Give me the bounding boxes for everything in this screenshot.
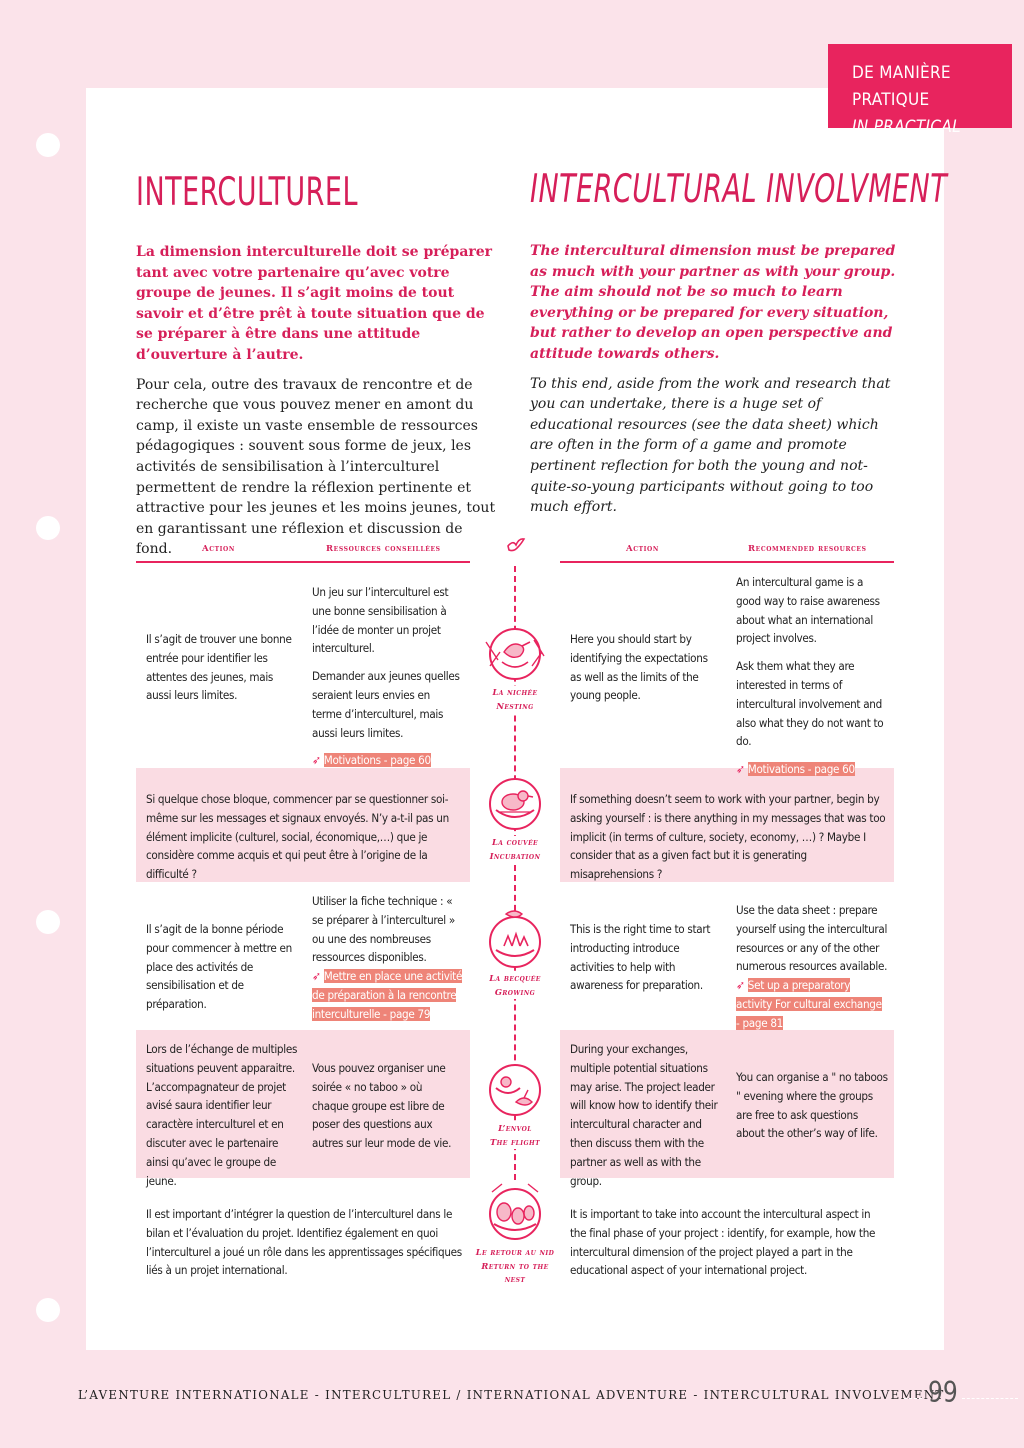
body-fr: Pour cela, outre des travaux de rencontre et de recherche que vous pouvez mener en amont du camp, il existe un vaste ensemble de ressources pédagogiques : souvent sous forme de jeux, les activités de sensibilisation à l’interculturel permettent de rendre la réflexion pertinente et attractive pour les jeunes et les moins jeunes, tout en garantissant une réflexion et discussion de fond.: [136, 376, 496, 558]
row3-resources-fr-text: [312, 892, 464, 1024]
stage-flight-fr: L’envol: [470, 1122, 560, 1136]
stage-nesting: [470, 622, 560, 713]
stage-incubation: [470, 772, 560, 863]
row3-action-en: [570, 920, 724, 995]
stage-nesting-en: Nesting: [470, 700, 560, 714]
row1-resource2-fr: Demander aux jeunes quelles seraient leurs envies en terme d’interculturel, mais aussi leurs limites.: [312, 669, 460, 740]
row3-resources-en-text: [736, 901, 888, 1033]
stage-nesting-fr: La nichée: [470, 686, 560, 700]
lead-fr: La dimension interculturelle doit se préparer tant avec votre partenaire qu’avec votre groupe de jeunes. Il s’agit moins de tout savoir et d’être prêt à toute situation que de se préparer à être dans une attitude d’ouverture à l’autre.: [136, 244, 493, 363]
row1-link-en[interactable]: Motivations - page 60: [747, 762, 855, 777]
row3-resources-fr: [312, 892, 464, 1024]
row1-link-fr-wrap[interactable]: [312, 751, 462, 770]
stage-growing-fr: La becquée: [470, 972, 560, 986]
bird-top-icon: [506, 536, 526, 554]
title-fr: INTERCULTUREL: [136, 170, 359, 216]
stage-growing-en: Growing: [470, 986, 560, 1000]
row3-action-fr-text: Il s’agit de la bonne période pour commencer à mettre en place des activités de sensibilisation et de préparation.: [146, 922, 292, 1012]
arrow-link-icon: ➶: [736, 978, 745, 993]
row1-resource1-fr: Un jeu sur l’interculturel est une bonne sensibilisation à l’idée de monter un projet interculturel.: [312, 585, 449, 656]
stage-return-en: Return to the nest: [470, 1260, 560, 1287]
stage-return: [470, 1180, 560, 1287]
row5-fr: [146, 1205, 464, 1280]
section-tag-en: IN PRACTICAL TERMS: [852, 117, 961, 164]
row1-action-en-text: Here you should start by identifying the expectations as well as the limits of the young people.: [570, 632, 708, 703]
row1-link-fr[interactable]: Motivations - page 60: [323, 753, 431, 768]
header-rule-en: [560, 561, 894, 563]
intro-fr: [136, 242, 502, 560]
stage-incubation-en: Incubation: [470, 850, 560, 864]
col-header-resources-fr: Ressources conseillées: [326, 544, 441, 554]
row3-resource-en: Use the data sheet : prepare yourself using the intercultural resources or any of the other numerous resources available.: [736, 903, 888, 974]
arrow-link-icon: ➶: [312, 753, 321, 768]
row5-en: [570, 1205, 886, 1280]
row1-action-fr-text: Il s’agit de trouver une bonne entrée pour identifier les attentes des jeunes, mais aussi leurs limites.: [146, 632, 292, 703]
binder-hole: [36, 133, 60, 157]
row3-action-en-text: This is the right time to start introducting introduce activities to help with awareness for preparation.: [570, 922, 711, 993]
feeding-chicks-icon: [482, 906, 548, 972]
row4-resource-en: You can organise a " no taboos " evening where the groups are free to ask questions about the other’s way of life.: [736, 1070, 888, 1141]
section-tag-fr: DE MANIÈRE PRATIQUE: [852, 63, 951, 110]
row4-resources-en: [736, 1068, 888, 1143]
row2-en: [570, 790, 888, 884]
row1-action-en: [570, 630, 720, 705]
row1-action-fr: [146, 630, 298, 705]
header-rule-fr: [136, 561, 470, 563]
row1-resources-fr: [312, 583, 462, 770]
arrow-link-icon: ➶: [312, 969, 321, 984]
row4-action-fr: [146, 1040, 302, 1190]
stage-return-fr: Le retour au nid: [470, 1246, 560, 1260]
page-number: 99: [928, 1376, 958, 1410]
row1-resources-en: [736, 573, 886, 779]
row1-link-en-wrap[interactable]: [736, 760, 886, 779]
intro-en: [530, 241, 902, 518]
row1-resource1-en: An intercultural game is a good way to raise awareness about what an international project involves.: [736, 575, 880, 646]
row2-fr-text: Si quelque chose bloque, commencer par se questionner soi-même sur les messages et signaux envoyés. N’y a-t-il pas un élément implicite (culturel, social, économique,…) que je considère comme acquis et qui peut être à l’origine de la difficulté ?: [146, 792, 449, 882]
arrow-link-icon: ➶: [736, 762, 745, 777]
footer-running-title: L’AVENTURE INTERNATIONALE - INTERCULTUREL / INTERNATIONAL ADVENTURE - INTERCULTURAL INVOLVEMENT: [78, 1388, 945, 1402]
stage-growing: [470, 906, 560, 999]
footer-dash-right: [962, 1398, 1018, 1399]
row3-action-fr: [146, 920, 296, 1014]
row3-resources-en: [736, 901, 888, 1033]
section-tag: [828, 44, 1012, 164]
chick-flying-icon: [482, 1058, 548, 1122]
stage-incubation-fr: La couvée: [470, 836, 560, 850]
row2-fr: [146, 790, 462, 884]
row4-action-en: [570, 1040, 724, 1190]
row4-resource-fr: Vous pouvez organiser une soirée « no taboo » où chaque groupe est libre de poser des questions aux autres sur leur mode de vie.: [312, 1061, 452, 1151]
stage-flight-en: The flight: [470, 1136, 560, 1150]
title-en: INTERCULTURAL INVOLVMENT: [530, 167, 948, 213]
row2-en-text: If something doesn’t seem to work with your partner, begin by asking yourself : is there anything in my messages that was too implicit (in terms of culture, society, economy, …) ? Maybe I consider that as a given fact but it is generating misaprehensions ?: [570, 792, 886, 882]
row5-en-text: It is important to take into account the intercultural aspect in the final phase of your project : identify, for example, how the intercultural dimension of the project played a part in the educational aspect of your international project.: [570, 1207, 876, 1278]
row3-resource-fr: Utiliser la fiche technique : « se préparer à l’interculturel » ou une des nombreuses ressources disponibles.: [312, 894, 455, 965]
row5-fr-text: Il est important d’intégrer la question de l’interculturel dans le bilan et l’évaluation du projet. Identifiez également en quoi l’interculturel a joué un rôle dans les apprentissages spécifiques liés à un projet international.: [146, 1207, 462, 1278]
bird-on-nest-icon: [482, 772, 548, 836]
col-header-action-en: Action: [626, 544, 659, 554]
body-en: To this end, aside from the work and research that you can undertake, there is a huge set of educational resources (see the data sheet) which are often in the form of a game and promote pertinent reflection for both the young and not-quite-so-young participants without going to too much effort.: [530, 375, 891, 516]
col-header-resources-en: Recommended resources: [748, 544, 867, 554]
col-header-action-fr: Action: [202, 544, 235, 554]
stage-flight: [470, 1058, 560, 1149]
binder-hole: [36, 1298, 60, 1322]
binder-hole: [36, 516, 60, 540]
bird-building-nest-icon: [482, 622, 548, 686]
row3-link-en[interactable]: Set up a preparatory activity For cultural exchange - page 81: [736, 978, 882, 1030]
row4-action-en-text: During your exchanges, multiple potential situations may arise. The project leader will know how to identify their intercultural character and then discuss them with the partner as well as with the group.: [570, 1042, 718, 1188]
row3-link-fr[interactable]: Mettre en place une activité de préparation à la rencontre interculturelle - page 79: [312, 969, 463, 1021]
binder-hole: [36, 910, 60, 934]
lead-en: The intercultural dimension must be prepared as much with your partner as with your group. The aim should not be so much to learn everything or be prepared for every situation, but rather to develop an open perspective and attitude towards others.: [530, 243, 896, 362]
row4-action-fr-text: Lors de l’échange de multiples situations peuvent apparaitre. L’accompagnateur de projet avisé saura identifier leur caractère interculturel et en discuter avec le partenaire ainsi qu’avec le groupe de jeune.: [146, 1042, 298, 1188]
birds-returning-icon: [482, 1180, 548, 1246]
footer-dash-left: [904, 1398, 922, 1399]
row1-resource2-en: Ask them what they are interested in terms of intercultural involvement and also what they do not want to do.: [736, 659, 884, 749]
row4-resources-fr: [312, 1059, 460, 1153]
